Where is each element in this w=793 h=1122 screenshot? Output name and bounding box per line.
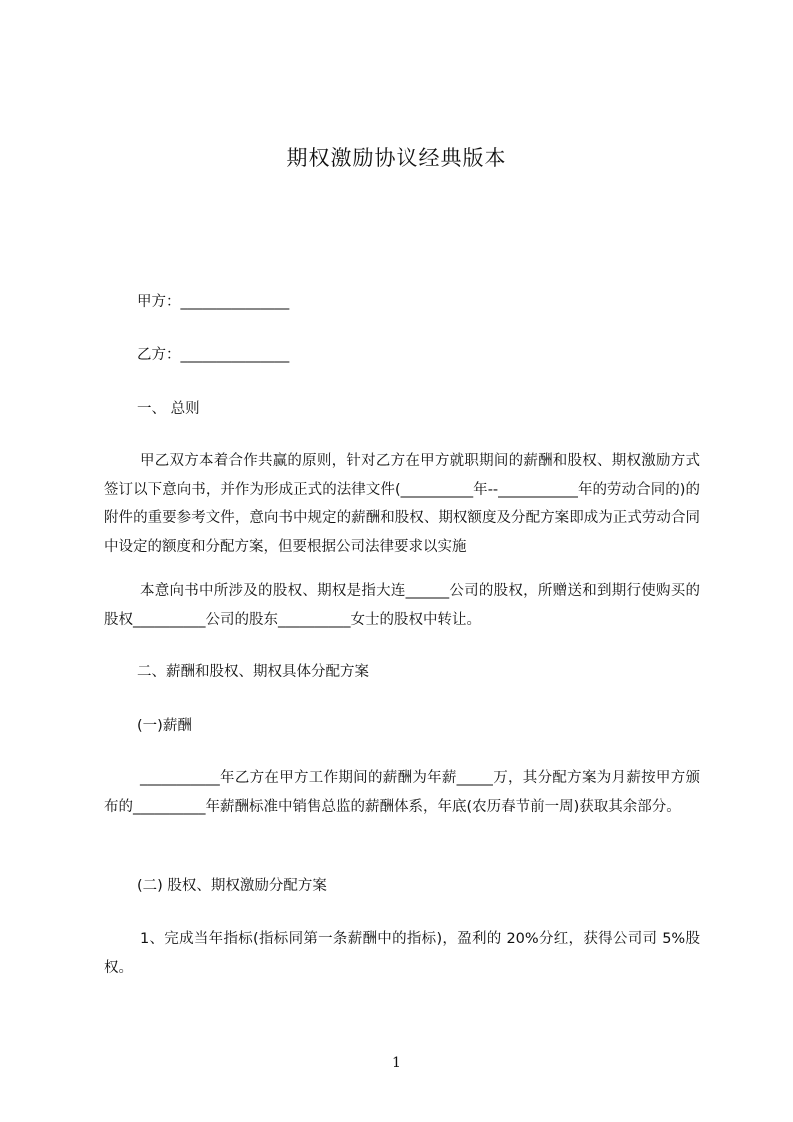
paragraph-target-bonus-text: 1、完成当年指标(指标同第一条薪酬中的指标)，盈利的 20%分红，获得公司司 5%股权。 xyxy=(104,931,700,976)
party-b-line: 乙方：_______________ xyxy=(137,347,290,363)
paragraph-equity-source xyxy=(104,577,700,634)
paragraph-salary-text: ___________年乙方在甲方工作期间的薪酬为年薪_____万，其分配方案为月薪按甲方颁布的__________年薪酬标准中销售总监的薪酬体系，年底(农历春节前一周)获取其余部分。 xyxy=(104,770,700,815)
paragraph-principles xyxy=(104,447,700,561)
party-a-line: 甲方：_______________ xyxy=(137,294,290,310)
subsection-heading-salary: (一)薪酬 xyxy=(137,718,192,734)
section-heading-general: 一、 总则 xyxy=(137,401,200,417)
paragraph-salary xyxy=(104,764,700,821)
paragraph-equity-source-text: 本意向书中所涉及的股权、期权是指大连______公司的股权，所赠送和到期行使购买的股权__________公司的股东__________女士的股权中转让。 xyxy=(104,583,700,628)
paragraph-target-bonus xyxy=(104,925,700,982)
section-heading-distribution: 二、薪酬和股权、期权具体分配方案 xyxy=(137,664,369,680)
page-number: 1 xyxy=(392,1055,401,1071)
document-title: 期权激励协议经典版本 xyxy=(286,146,507,170)
subsection-heading-equity-incentive: (二) 股权、期权激励分配方案 xyxy=(137,878,327,894)
paragraph-principles-text: 甲乙双方本着合作共赢的原则，针对乙方在甲方就职期间的薪酬和股权、期权激励方式签订以下意向书，并作为形成正式的法律文件(__________年--___________年的劳动合同的)的附件的重要参考文件，意向书中规定的薪酬和股权、期权额度及分配方案即成为正式劳动合同中设定的额度和分配方案，但要根据公司法律要求以实施 xyxy=(104,453,700,555)
